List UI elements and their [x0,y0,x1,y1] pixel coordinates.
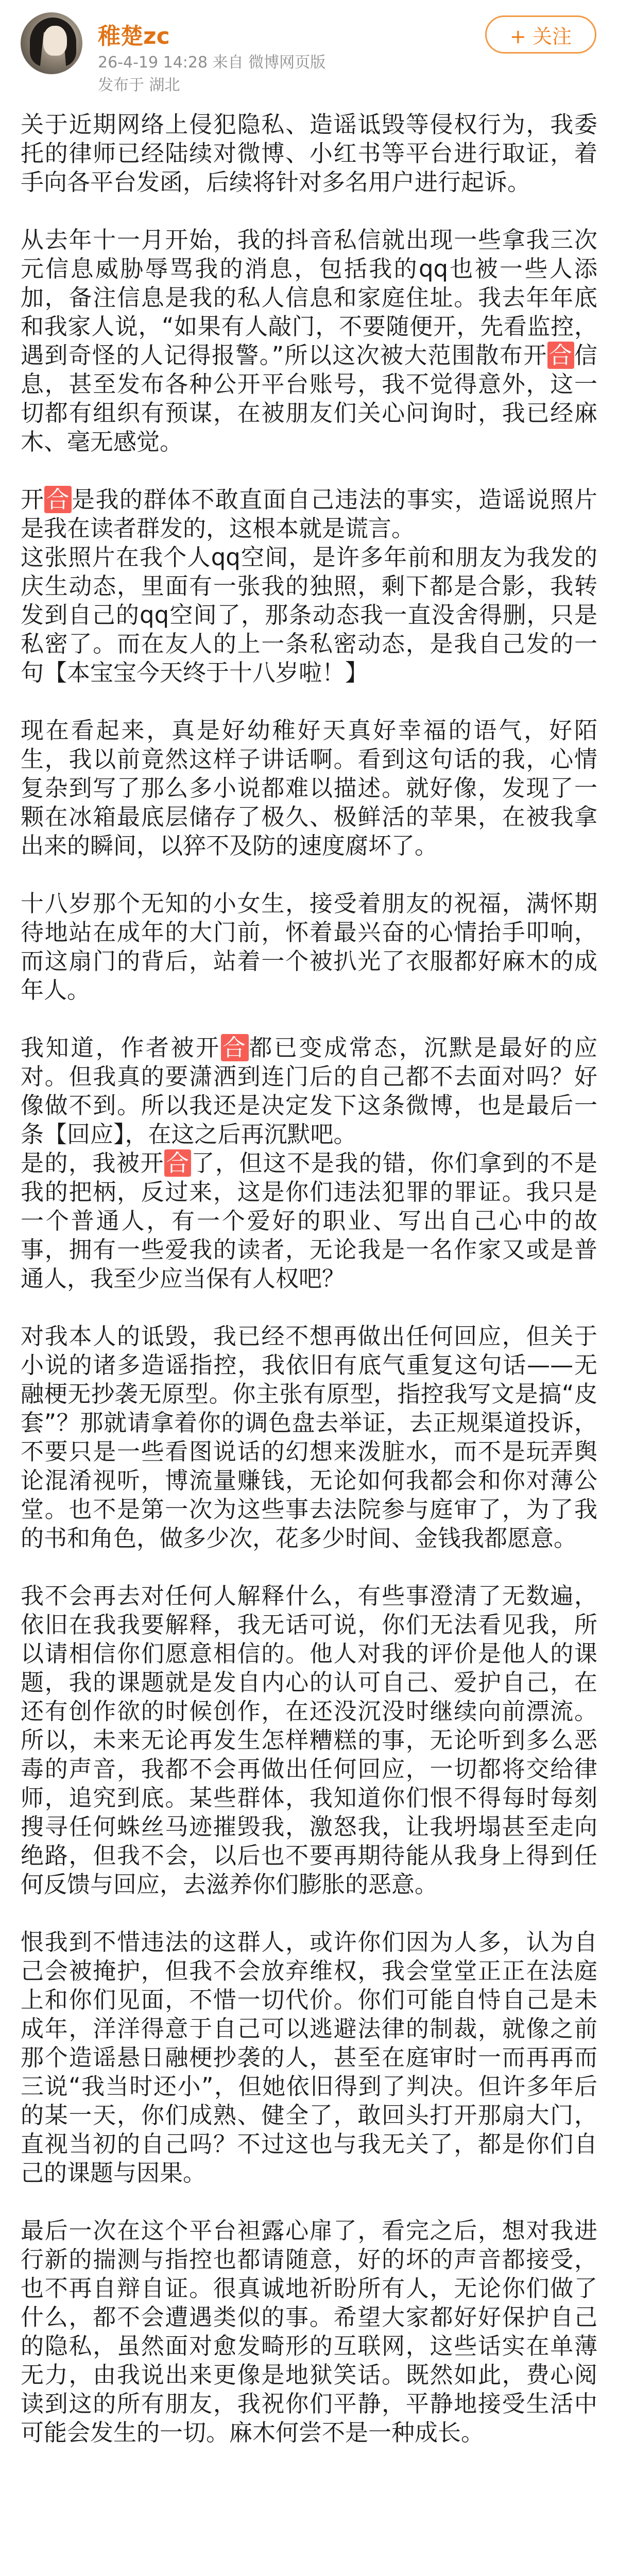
censor-mark: 合 [164,1149,191,1177]
paragraph-10: 最后一次在这个平台袒露心扉了，看完之后，想对我进行新的揣测与指控也都请随意，好的坏的声音都接受，也不再自辩自证。很真诚地祈盼所有人，无论你们做了什么，都不会遭遇类似的事。希望大家都好好保护自己的隐私，虽然面对愈发畸形的互联网，这些话实在单薄无力，由我说出来更像是地狱笑话。既然如此，费心阅读到这的所有朋友，我祝你们平静，平静地接受生活中可能会发生的一切。麻木何尝不是一种成长。 [21,2217,597,2446]
paragraph-1: 关于近期网络上侵犯隐私、造谣诋毁等侵权行为，我委托的律师已经陆续对微博、小红书等平台进行取证，着手向各平台发函，后续将针对多名用户进行起诉。 [21,111,597,196]
paragraph-9: 恨我到不惜违法的这群人，或许你们因为人多，认为自己会被掩护，但我不会放弃维权，我会堂堂正正在法庭上和你们见面，不惜一切代价。你们可能自恃自己是未成年，洋洋得意于自己可以逃避法律的制裁，就像之前那个造谣悬日融梗抄袭的人，甚至在庭审时一而再再而三说“我当时还小”，但她依旧得到了判决。但许多年后的某一天，你们成熟、健全了，敢回头打开那扇大门，直视当初的自己吗？不过这也与我无关了，都是你们自己的课题与因果。 [21,1928,597,2187]
post-location: 发布于 湖北 [98,76,180,94]
paragraph-4: 现在看起来，真是好幼稚好天真好幸福的语气，好陌生，我以前竟然这样子讲话啊。看到这句话的我，心情复杂到写了那么多小说都难以描述。就好像，发现了一颗在冰箱最底层储存了极久、极鲜活的苹果，在被我拿出来的瞬间，以猝不及防的速度腐坏了。 [21,717,597,859]
paragraph-2: 从去年十一月开始，我的抖音私信就出现一些拿我三次元信息威胁辱骂我的消息，包括我的qq也被一些人添加，备注信息是我的私人信息和家庭住址。我去年年底和我家人说，“如果有人敲门，不要随便开，先看监控，遇到奇怪的人记得报警。”所以这次被大范围散布开合信息，甚至发布各种公开平台账号，我不觉得意外，这一切都有组织有预谋，在被朋友们关心问询时，我已经麻木、毫无感觉。 [21,226,597,455]
post-meta: 26-4-19 14:28 来自 微博网页版 [98,54,326,72]
avatar-face [43,26,67,56]
censor-mark: 合 [221,1034,249,1061]
paragraph-5: 十八岁那个无知的小女生，接受着朋友的祝福，满怀期待地站在成年的大门前，怀着最兴奋的心情抬手叩响，而这扇门的背后，站着一个被扒光了衣服都好麻木的成年人。 [21,890,597,1004]
censor-mark: 合 [44,486,71,513]
username[interactable]: 稚楚zc [98,23,170,49]
paragraph-7: 对我本人的诋毁，我已经不想再做出任何回应，但关于小说的诸多造谣指控，我依旧有底气重复这句话——无融梗无抄袭无原型。你主张有原型，指控我写文是搞“皮套”？那就请拿着你的调色盘去举证，去正规渠道投诉，不要只是一些看图说话的幻想来泼脏水，而不是玩弄舆论混淆视听，博流量赚钱，无论如何我都会和你对薄公堂。也不是第一次为这些事去法院参与庭审了，为了我的书和角色，做多少次，花多少时间、金钱我都愿意。 [21,1323,597,1552]
paragraph-8: 我不会再去对任何人解释什么，有些事澄清了无数遍，依旧在我我要解释，我无话可说，你们无法看见我，所以请相信你们愿意相信的。他人对我的评价是他人的课题，我的课题就是发自内心的认可自己、爱护自己，在还有创作欲的时候创作，在还没沉没时继续向前漂流。所以，未来无论再发生怎样糟糕的事，无论听到多么恶毒的声音，我都不会再做出任何回应，一切都将交给律师，追究到底。某些群体，我知道你们恨不得每时每刻搜寻任何蛛丝马迹摧毁我，激怒我，让我坍塌甚至走向绝路，但我不会，以后也不要再期待能从我身上得到任何反馈与回应，去滋养你们膨胀的恶意。 [21,1582,597,1898]
avatar[interactable] [21,12,82,74]
paragraph-6: 我知道，作者被开合都已变成常态，沉默是最好的应对。但我真的要潇洒到连门后的自己都不去面对吗？好像做不到。所以我还是决定发下这条微博，也是最后一条【回应】，在这之后再沉默吧。 是的，我被开合了，但这不是我的错，你们拿到的不是我的把柄，反过来，这是你们违法犯罪的罪证。我只是一个普通人，有一个爱好的职业、写出自己心中的故事，拥有一些爱我的读者，无论我是一名作家又或是普通人，我至少应当保有人权吧？ [21,1034,597,1292]
post-body [21,110,597,2476]
follow-button[interactable]: + 关注 [485,15,596,54]
post-header [0,0,618,103]
paragraph-3: 开合是我的群体不敢直面自己违法的事实，造谣说照片是我在读者群发的，这根本就是谎言。 这张照片在我个人qq空间，是许多年前和朋友为我发的庆生动态，里面有一张我的独照，剩下都是合影，我转发到自己的qq空间了，那条动态我一直没舍得删，只是私密了。而在友人的上一条私密动态，是我自己发的一句【本宝宝今天终于十八岁啦！】 [21,486,597,686]
censor-mark: 合 [547,342,574,369]
